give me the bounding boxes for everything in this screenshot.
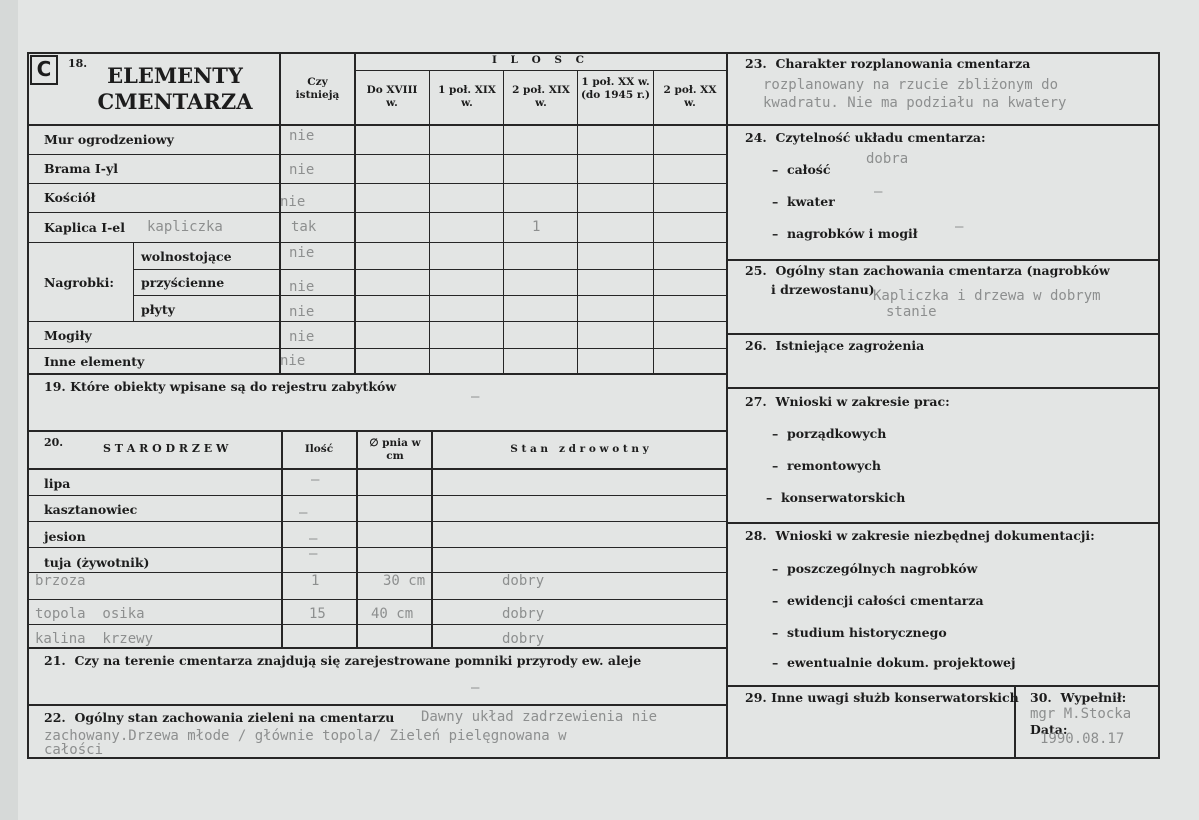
s28-item-4: – ewentualnie dokum. projektowej xyxy=(772,655,1016,670)
s18-row-label-gate: Brama I-yl xyxy=(44,161,118,176)
form-letter-box: C xyxy=(30,55,58,85)
s18-nagrobki-exists-1: nie xyxy=(289,245,315,261)
grid-line xyxy=(27,212,727,213)
grid-line xyxy=(27,572,727,573)
s18-row-label-chapel: Kaplica I-el xyxy=(44,220,125,235)
s24-item-1-value: dobra xyxy=(866,151,909,167)
s25-value-line2: stanie xyxy=(886,304,937,320)
grid-line xyxy=(727,387,1159,389)
s18-col-ilosc: I L O S C xyxy=(491,54,589,66)
grid-line xyxy=(503,70,504,375)
s28-item-3: – studium historycznego xyxy=(772,625,947,640)
s18-period-4: 1 poł. XX w. (do 1945 r.) xyxy=(580,76,651,101)
s22-value-line2: zachowany.Drzewa młode / głównie topola/ Zieleń pielęgnowana w xyxy=(44,728,567,744)
s28-label: 28. Wnioski w zakresie niezbędnej dokumentacji: xyxy=(745,528,1095,543)
s20-typed-label-topola: topola osika xyxy=(35,606,145,622)
s18-row-exists-church: nie xyxy=(280,194,306,210)
s20-number: 20. xyxy=(44,436,64,449)
grid-line xyxy=(27,495,727,496)
s26-label: 26. Istniejące zagrożenia xyxy=(745,338,925,353)
s30-label: 30. Wypełnił: xyxy=(1030,690,1127,705)
s20-count-tuja: – xyxy=(309,546,318,562)
s19-value: – xyxy=(471,389,480,405)
s23-value-line1: rozplanowany na rzucie zbliżonym do xyxy=(763,77,1059,93)
frame-line xyxy=(27,52,29,759)
s20-typed-health-brzoza: dobry xyxy=(502,573,545,589)
s20-typed-health-topola: dobry xyxy=(502,606,545,622)
grid-line xyxy=(429,70,430,375)
grid-line xyxy=(27,373,727,375)
s18-row-label-church: Kościół xyxy=(44,190,96,205)
s18-nagrobki-sub-1: wolnostojące xyxy=(141,249,232,264)
grid-line xyxy=(727,124,1159,126)
s18-nagrobki-exists-3: nie xyxy=(289,304,315,320)
grid-line xyxy=(281,430,283,648)
grid-line xyxy=(653,70,654,375)
s27-item-1: – porządkowych xyxy=(772,426,887,441)
s20-count-lipa: – xyxy=(311,472,320,488)
grid-line xyxy=(27,704,727,706)
s20-count-jesion: – xyxy=(309,531,318,547)
grid-line xyxy=(27,124,727,126)
s21-value: – xyxy=(471,680,480,696)
s27-label: 27. Wnioski w zakresie prac: xyxy=(745,394,950,409)
s24-item-1: – całość xyxy=(772,162,831,177)
s18-row-exists-graves: nie xyxy=(289,329,315,345)
s20-typed-diam-brzoza: 30 cm xyxy=(383,573,426,589)
column-divider xyxy=(726,52,728,759)
s25-label-line1: 25. Ogólny stan zachowania cmentarza (nagrobków xyxy=(745,263,1110,278)
s18-period-2: 1 poł. XIX w. xyxy=(438,84,496,109)
s22-label: 22. Ogólny stan zachowania zieleni na cmentarzu xyxy=(44,710,395,725)
s20-count-kasztanowiec: – xyxy=(299,505,308,521)
s18-row-exists-wall: nie xyxy=(289,128,315,144)
s24-label: 24. Czytelność układu cmentarza: xyxy=(745,130,986,145)
s29-label: 29. Inne uwagi służb konserwatorskich xyxy=(745,690,1019,705)
s18-period-5: 2 poł. XX w. xyxy=(663,84,717,109)
grid-line xyxy=(577,70,578,375)
grid-line xyxy=(133,295,727,296)
s28-item-2: – ewidencji całości cmentarza xyxy=(772,593,984,608)
grid-line xyxy=(727,333,1159,335)
s22-value-line1: Dawny układ zadrzewienia nie xyxy=(421,709,658,725)
grid-line xyxy=(27,183,727,184)
s24-item-2-value: – xyxy=(874,184,883,200)
s20-col-count: Ilość xyxy=(304,443,334,455)
s18-col-exists: Czy istnieją xyxy=(295,76,340,101)
s30-date: 1990.08.17 xyxy=(1040,731,1125,747)
frame-line xyxy=(1158,52,1160,759)
grid-line xyxy=(27,242,727,243)
grid-line xyxy=(727,259,1159,261)
s25-label-line2: i drzewostanu) xyxy=(771,282,875,297)
s20-typed-health-kalina: dobry xyxy=(502,631,545,647)
s20-typed-count-brzoza: 1 xyxy=(311,573,320,589)
s18-row-exists-gate: nie xyxy=(289,162,315,178)
s20-typed-label-kalina: kalina krzewy xyxy=(35,631,154,647)
s20-col-health: S t a n z d r o w o t n y xyxy=(510,443,649,455)
s18-nagrobki-sub-2: przyścienne xyxy=(141,275,225,290)
s20-typed-label-brzoza: brzoza xyxy=(35,573,86,589)
s20-col-diam: ∅ pnia w cm xyxy=(369,437,421,462)
grid-line xyxy=(27,599,727,600)
grid-line xyxy=(727,522,1159,524)
s22-value-line3: całości xyxy=(44,742,104,758)
s20-typed-count-topola: 15 xyxy=(309,606,326,622)
s18-row-extra-chapel: kapliczka xyxy=(147,219,223,235)
s30-name: mgr M.Stocka xyxy=(1030,706,1132,722)
s18-row-label-graves: Mogiły xyxy=(44,328,92,343)
s20-row-kasztanowiec: kasztanowiec xyxy=(44,502,138,517)
grid-line xyxy=(27,321,727,322)
s18-nagrobki-exists-2: nie xyxy=(289,279,315,295)
grid-line xyxy=(133,242,134,321)
grid-line xyxy=(27,348,727,349)
grid-line xyxy=(356,430,358,648)
grid-line xyxy=(354,52,356,375)
s21-label: 21. Czy na terenie cmentarza znajdują się zarejestrowane pomniki przyrody ew. aleje xyxy=(44,653,642,668)
s28-item-1: – poszczególnych nagrobków xyxy=(772,561,978,576)
grid-line xyxy=(27,547,727,548)
s18-title-line2: CMENTARZA xyxy=(97,89,253,114)
grid-line xyxy=(27,468,727,470)
s20-row-jesion: jesion xyxy=(44,529,86,544)
s18-row-count-chapel: 1 xyxy=(532,219,541,235)
s23-value-line2: kwadratu. Nie ma podziału na kwatery xyxy=(763,95,1067,111)
grid-line xyxy=(727,685,1159,687)
grid-line xyxy=(27,624,727,625)
s18-period-1: Do XVIII w. xyxy=(366,84,418,109)
s18-nagrobki-label: Nagrobki: xyxy=(44,275,114,290)
grid-line xyxy=(27,154,727,155)
s24-item-3-value: – xyxy=(955,219,964,235)
s18-row-label-wall: Mur ogrodzeniowy xyxy=(44,132,174,147)
s20-row-lipa: lipa xyxy=(44,476,71,491)
card-edge xyxy=(0,0,18,820)
s24-item-2: – kwater xyxy=(772,194,835,209)
s18-number: 18. xyxy=(68,57,88,70)
grid-line xyxy=(133,269,727,270)
s23-label: 23. Charakter rozplanowania cmentarza xyxy=(745,56,1031,71)
frame-line xyxy=(27,757,1160,759)
s20-typed-diam-topola: 40 cm xyxy=(371,606,414,622)
grid-line xyxy=(279,52,281,375)
s19-label: 19. Które obiekty wpisane są do rejestru zabytków xyxy=(44,379,397,394)
s27-item-3: – konserwatorskich xyxy=(766,490,906,505)
s24-item-3: – nagrobków i mogił xyxy=(772,226,918,241)
grid-line xyxy=(431,430,433,648)
grid-line xyxy=(27,521,727,522)
s25-value-line1: Kapliczka i drzewa w dobrym xyxy=(873,288,1101,304)
s20-title: S T A R O D R Z E W xyxy=(103,442,229,455)
s18-row-exists-chapel: tak xyxy=(291,219,317,235)
s20-row-tuja: tuja (żywotnik) xyxy=(44,555,150,570)
grid-line xyxy=(27,430,727,432)
grid-line xyxy=(355,70,726,71)
s18-period-3: 2 poł. XIX w. xyxy=(512,84,570,109)
s27-item-2: – remontowych xyxy=(772,458,881,473)
s18-nagrobki-sub-3: płyty xyxy=(141,302,175,317)
s30-date-label: Data: xyxy=(1030,722,1068,737)
s18-row-exists-other: nie xyxy=(280,353,306,369)
s18-row-label-other: Inne elementy xyxy=(44,354,145,369)
s18-title-line1: ELEMENTY xyxy=(107,63,243,88)
